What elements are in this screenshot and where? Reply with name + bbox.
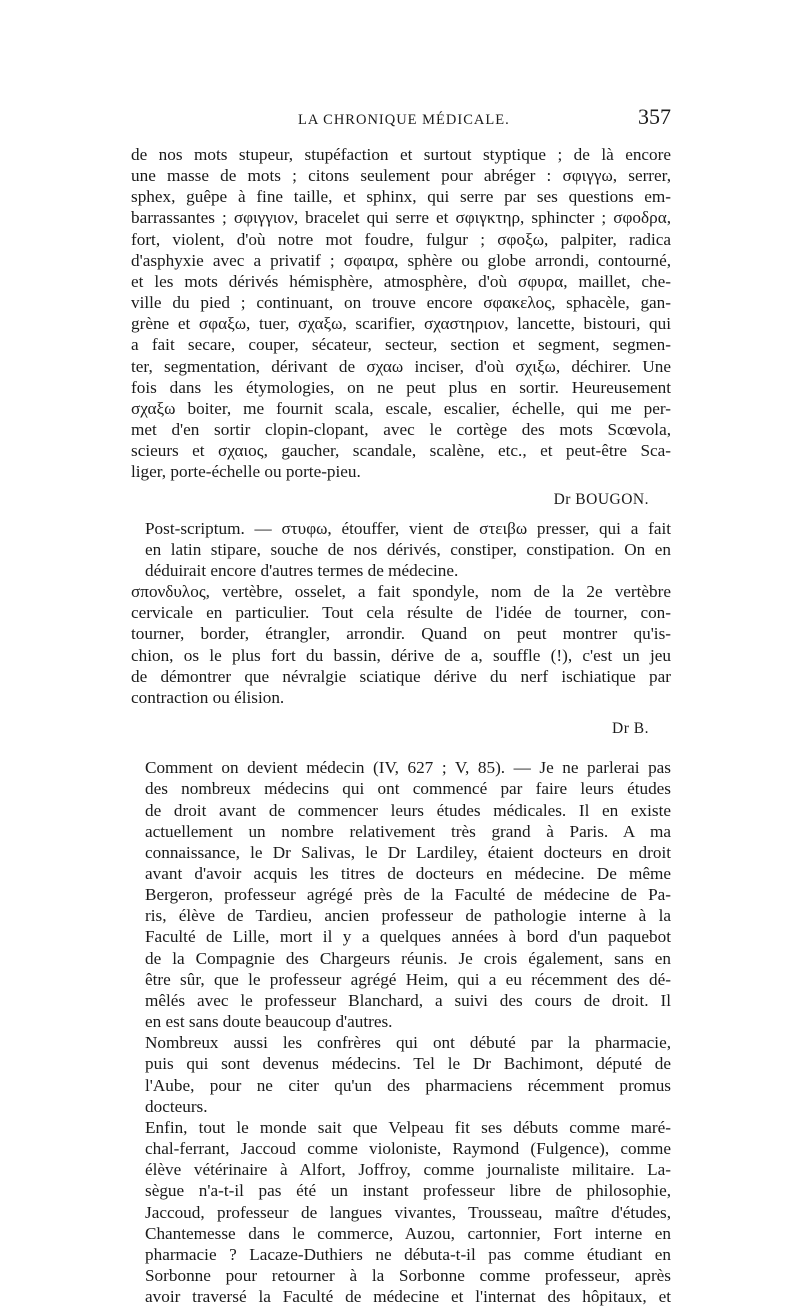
- paragraph-post-scriptum: [131, 518, 671, 581]
- text-line: Jaccoud, professeur de langues vivantes, Trousseau, maître d'études,: [145, 1202, 671, 1222]
- text-line: une masse de mots ; citons seulement pour abréger : σφιγγω, serrer,: [131, 166, 671, 186]
- page-header: [131, 104, 671, 134]
- text-line: en latin stipare, souche de nos dérivés, constiper, constipation. On en: [145, 539, 671, 559]
- text-line: l'Aube, pour ne citer qu'un des pharmaciens récemment promus: [145, 1075, 671, 1095]
- text-line: être sûr, que le professeur agrégé Heim, qui a eu récemment des dé-: [145, 969, 671, 989]
- text-line: d'asphyxie avec a privatif ; σφαιρα, sphère ou globe arrondi, contourné,: [131, 250, 671, 270]
- text-line: sphex, guêpe à fine taille, et sphinx, qui serre par ses questions em-: [131, 187, 671, 207]
- text-line: chion, os le plus fort du bassin, dérive de a, souffle (!), c'est un jeu: [131, 645, 671, 665]
- text-line: ter, segmentation, dérivant de σχαω inciser, d'où σχιξω, déchirer. Une: [131, 356, 671, 376]
- text-line: de démontrer que névralgie sciatique dérive du nerf ischiatique par: [131, 666, 671, 686]
- text-line: grène et σφαξω, tuer, σχαξω, scarifier, σχαστηριον, lancette, bistouri, qui: [131, 314, 671, 334]
- text-line: Sorbonne pour retourner à la Sorbonne comme professeur, après: [145, 1265, 671, 1285]
- text-line: liger, porte-échelle ou porte-pieu.: [131, 462, 361, 482]
- page-number: 357: [638, 104, 671, 129]
- text-line: fort, violent, d'où notre mot foudre, fulgur ; σφοξω, palpiter, radica: [131, 229, 671, 249]
- paragraph-spondyle: [131, 581, 671, 708]
- text-line: et les mots dérivés hémisphère, atmosphère, d'où σφυρα, maillet, che-: [131, 271, 671, 291]
- text-line: σπονδυλος, vertèbre, osselet, a fait spondyle, nom de la 2e vertèbre: [131, 582, 671, 602]
- paragraph-comment-on-devient-medecin: [131, 757, 671, 1032]
- text-line: chal-ferrant, Jaccoud comme violoniste, Raymond (Fulgence), comme: [145, 1139, 671, 1159]
- text-line: de la Compagnie des Chargeurs réunis. Je crois également, sans en: [145, 948, 671, 968]
- paragraph-etymology: [131, 144, 671, 483]
- text-line: sègue n'a-t-il pas été un instant professeur libre de philosophie,: [145, 1181, 671, 1201]
- text-line: scieurs et σχαιος, gaucher, scandale, scalène, etc., et peut-être Sca-: [131, 441, 671, 461]
- text-line: a fait secare, couper, sécateur, secteur, section et segment, segmen-: [131, 335, 671, 355]
- text-line: connaissance, le Dr Salivas, le Dr Lardiley, étaient docteurs en droit: [145, 842, 671, 862]
- text-line: Comment on devient médecin (IV, 627 ; V, 85). — Je ne parlerai pas: [145, 758, 671, 778]
- text-line: avoir traversé la Faculté de médecine et l'internat des hôpitaux, et: [145, 1287, 671, 1307]
- text-line: Bergeron, professeur agrégé près de la Faculté de médecine de Pa-: [145, 885, 671, 905]
- running-head: LA CHRONIQUE MÉDICALE.: [298, 112, 510, 128]
- text-line: σχαξω boiter, me fournit scala, escale, escalier, échelle, qui me per-: [131, 398, 671, 418]
- text-line: élève vétérinaire à Alfort, Joffroy, comme journaliste militaire. La-: [145, 1160, 671, 1180]
- text-line: de droit avant de commencer leurs études médicales. Il en existe: [145, 800, 671, 820]
- text-line: actuellement un nombre relativement très grand à Paris. A ma: [145, 821, 671, 841]
- article-body: [131, 144, 671, 1307]
- text-line: cervicale en particulier. Tout cela résulte de l'idée de tourner, con-: [131, 603, 671, 623]
- text-line: pharmacie ? Lacaze-Duthiers ne débuta-t-il pas comme étudiant en: [145, 1244, 671, 1264]
- text-line: des nombreux médecins qui ont commencé par faire leurs études: [145, 779, 671, 799]
- text-line: mêlés avec le professeur Blanchard, a suivi des cours de droit. Il: [145, 990, 671, 1010]
- text-line: met d'en sortir clopin-clopant, avec le cortège des mots Scœvola,: [131, 420, 671, 440]
- text-line: ville du pied ; continuant, on trouve encore σφακελος, sphacèle, gan-: [131, 293, 671, 313]
- text-line: barrassantes ; σφιγγιον, bracelet qui serre et σφιγκτηρ, sphincter ; σφοδρα,: [131, 208, 671, 228]
- text-line: Nombreux aussi les confrères qui ont débuté par la pharmacie,: [145, 1033, 671, 1053]
- text-line: Post-scriptum. — στυφω, étouffer, vient de στειβω presser, qui a fait: [145, 518, 671, 538]
- text-line: de nos mots stupeur, stupéfaction et surtout styptique ; de là encore: [131, 145, 671, 164]
- text-line: fois dans les étymologies, on ne peut plus en sortir. Heureusement: [131, 377, 671, 397]
- text-line: puis qui sont devenus médecins. Tel le Dr Bachimont, député de: [145, 1054, 671, 1074]
- paragraph-pharmacie: [131, 1032, 671, 1117]
- signature-bougon: Dr BOUGON.: [553, 490, 649, 508]
- paragraph-enfin: [131, 1117, 671, 1307]
- text-line: Enfin, tout le monde sait que Velpeau fit ses débuts comme maré-: [145, 1117, 671, 1137]
- text-line: avant d'avoir acquis les titres de docteurs en médecine. De même: [145, 864, 671, 883]
- text-line: tourner, border, étrangler, arrondir. Quand on peut montrer qu'is-: [131, 624, 671, 644]
- text-line: Faculté de Lille, mort il y a quelques années à bord d'un paquebot: [145, 927, 671, 947]
- text-line: Chantemesse dans le commerce, Auzou, cartonnier, Fort interne en: [145, 1223, 671, 1243]
- text-line: ris, élève de Tardieu, ancien professeur de pathologie interne à la: [145, 906, 671, 926]
- text-line: en est sans doute beaucoup d'autres.: [145, 1012, 393, 1032]
- text-line: contraction ou élision.: [131, 687, 285, 707]
- signature-b: Dr B.: [612, 720, 649, 738]
- text-line: docteurs.: [145, 1096, 208, 1116]
- text-line: déduirait encore d'autres termes de médecine.: [145, 560, 459, 580]
